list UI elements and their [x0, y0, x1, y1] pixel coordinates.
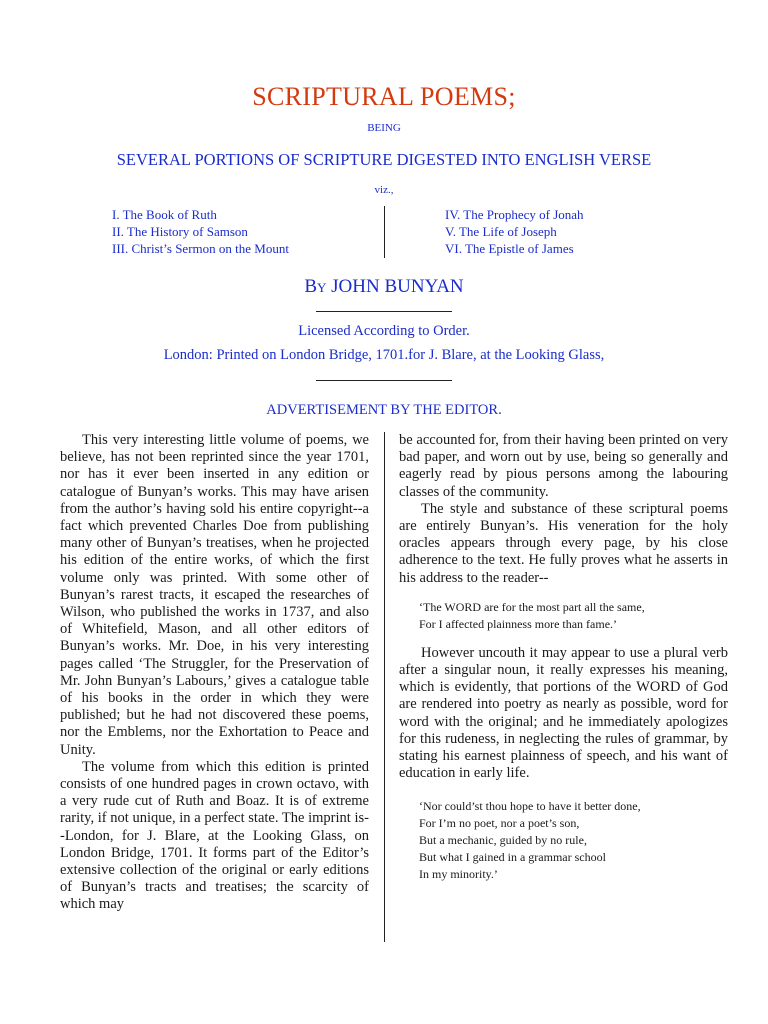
- divider-rule: [316, 380, 452, 381]
- verse-line: But a mechanic, guided by no rule,: [419, 833, 587, 848]
- paragraph: The style and substance of these scriptural poems are entirely Bunyan’s. His veneration for the holy oracles appears through every page, by his close adherence to the text. He fully proves what he asserts in his address to the reader--: [399, 500, 728, 586]
- paragraph: However uncouth it may appear to use a plural verb after a singular noun, it really expresses his meaning, which is evidently, that portions of the WORD of God are rendered into poetry as nearly as possible, word for word with the original; and he immediately apologizes for this rudeness, in neglecting the rules of grammar, by stating his earnest plainness of speech, and his want of education in early life.: [399, 644, 728, 782]
- verse-line: For I’m no poet, nor a poet’s son,: [419, 816, 580, 831]
- contents-divider: [384, 206, 385, 258]
- contents-item: VI. The Epistle of James: [445, 241, 574, 256]
- license-line: Licensed According to Order.: [298, 323, 470, 339]
- imprint-line: London: Printed on London Bridge, 1701.for J. Blare, at the Looking Glass,: [163, 347, 605, 363]
- contents-item: V. The Life of Joseph: [445, 224, 557, 239]
- right-column: [399, 432, 728, 895]
- contents-left: [112, 206, 289, 257]
- verse-line: ‘The WORD are for the most part all the same,: [419, 599, 645, 614]
- column-divider: [384, 432, 385, 942]
- contents-item: I. The Book of Ruth: [112, 207, 217, 222]
- author-name: JOHN BUNYAN: [331, 276, 464, 297]
- contents-item: IV. The Prophecy of Jonah: [445, 207, 584, 222]
- viz-label: viz.,: [374, 184, 394, 196]
- paragraph: be accounted for, from their having been printed on very bad paper, and worn out by use, being so generally and eagerly read by pious persons among the labouring classes of the community.: [399, 432, 728, 500]
- contents-right: [445, 206, 584, 257]
- verse-line: In my minority.’: [419, 867, 498, 882]
- left-column: [60, 432, 369, 914]
- book-title: SCRIPTURAL POEMS;: [252, 82, 516, 111]
- author-byline: [0, 276, 768, 298]
- contents-item: III. Christ’s Sermon on the Mount: [112, 241, 289, 256]
- verse-quote: [419, 798, 728, 883]
- verse-quote: [419, 599, 728, 633]
- verse-line: But what I gained in a grammar school: [419, 850, 606, 865]
- paragraph: The volume from which this edition is printed consists of one hundred pages in crown octavo, with a very rude cut of Ruth and Boaz. It is of extreme rarity, if not unique, in a perfect state. The imprint is--London, for J. Blare, at the Looking Glass, on London Bridge, 1701. It forms part of the Editor’s extensive collection of the original or early editions of Bunyan’s tracts and treatises; the scarcity of which may: [60, 758, 369, 913]
- book-subtitle: SEVERAL PORTIONS OF SCRIPTURE DIGESTED INTO ENGLISH VERSE: [116, 150, 652, 169]
- verse-line: ‘Nor could’st thou hope to have it better done,: [419, 799, 641, 814]
- divider-rule: [316, 311, 452, 312]
- byline-prefix: By: [304, 276, 327, 297]
- paragraph: This very interesting little volume of poems, we believe, has not been reprinted since the year 1701, nor has it ever been inserted in any edition or catalogue of Bunyan’s works. This may have arisen from the author’s having sold his entire copyright--a fact which prevented Charles Doe from publishing many other of Bunyan’s treatises, when he projected his edition of the entire works, of which the first volume only was printed. With some other of Bunyan’s rarest tracts, it escaped the researches of Wilson, who published the works in 1737, and also of Whitefield, Mason, and all other editors of Bunyan’s works. Mr. Doe, in his very interesting pages called ‘The Struggler, for the Preservation of Mr. John Bunyan’s Labours,’ gives a catalogue table of his books in the order in which they were published; but he had not discovered these poems, nor the Emblems, nor the Exhortation to Peace and Unity.: [60, 432, 369, 758]
- contents-item: II. The History of Samson: [112, 224, 248, 239]
- verse-line: For I affected plainness more than fame.’: [419, 616, 618, 631]
- advertisement-heading: ADVERTISEMENT BY THE EDITOR.: [266, 402, 502, 418]
- being-label: BEING: [367, 122, 401, 134]
